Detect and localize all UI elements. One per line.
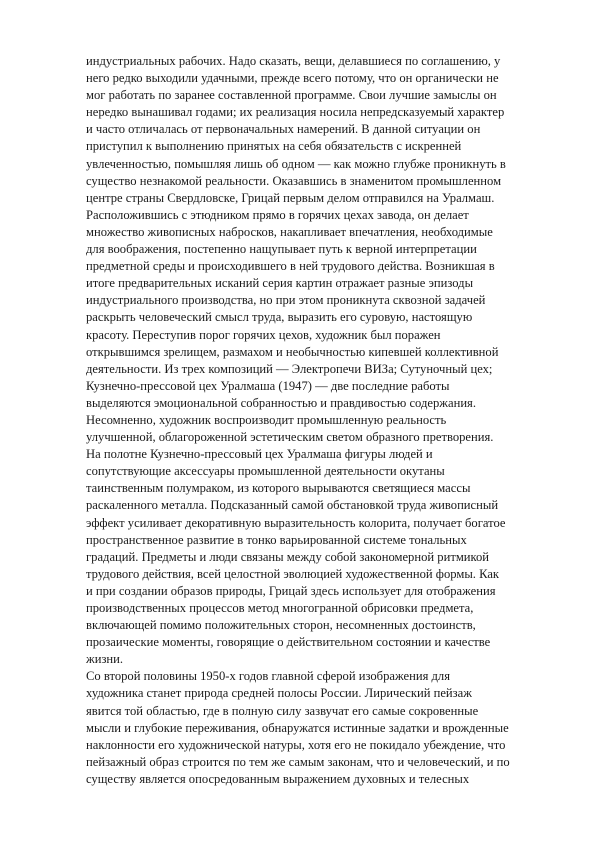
- text-line: включающей помимо положительных сторон, несомненных достоинств,: [86, 618, 476, 633]
- text-line: производственных процессов метод многогранной обрисовки предмета,: [86, 601, 474, 615]
- text-line: итоге предварительных исканий серия картин отражает разные эпизоды: [86, 276, 474, 291]
- text-line: существу является опосредованным выражением духовных и телесных: [86, 771, 470, 786]
- text-line: выделяются эмоциональной собранностью и правдивостью содержания.: [86, 395, 476, 410]
- text-line: сопутствующие аксессуары промышленной деятельности окутаны: [86, 464, 445, 479]
- text-line: красоту. Переступив порог горячих цехов, художник был поражен: [86, 327, 441, 342]
- text-line: деятельности. Из трех композиций — Электропечи ВИЗа; Сутуночный цех;: [86, 361, 493, 376]
- text-line: существо незнакомой реальности. Оказавшись в знаменитом промышленном: [86, 173, 502, 188]
- text-line: эффект усиливает декоративную выразительность колорита, получает богатое: [86, 515, 506, 530]
- text-line: мог работать по заранее составленной программе. Свои лучшие замыслы он: [86, 88, 497, 103]
- text-line: него редко выходили удачными, прежде всего потому, что он органически не: [86, 71, 499, 86]
- text-line: таинственным полумраком, из которого вырываются светящиеся массы: [86, 481, 471, 496]
- text-line: наклонности его художнической натуры, хотя его не покидало убеждение, что: [86, 737, 506, 752]
- text-line: множество живописных набросков, накапливает впечатления, необходимые: [86, 224, 493, 239]
- text-line: и часто отличалась от первоначальных намерений. В данной ситуации он: [86, 122, 481, 137]
- text-line: мысли и глубокие переживания, обнаружатся истинные задатки и врожденные: [86, 720, 509, 735]
- text-line: градаций. Предметы и люди связаны между собой закономерной ритмикой: [86, 549, 490, 564]
- text-line: Расположившись с этюдником прямо в горячих цехах завода, он делает: [86, 207, 469, 222]
- text-line: индустриального производства, но при этом проникнута сквозной задачей: [86, 293, 486, 308]
- text-line: Несомненно, художник воспроизводит промышленную реальность: [86, 412, 447, 427]
- text-line: явится той областью, где в полную силу зазвучат его самые сокровенные: [86, 703, 479, 718]
- text-line: пейзажный образ строится по тем же самым законам, что и человеческий, и по: [86, 754, 510, 769]
- body-text: [86, 53, 556, 788]
- text-line: раскрыть человеческий смысл труда, выразить его суровую, настоящую: [86, 310, 473, 325]
- text-line: для воображения, постепенно нащупывает путь к верной интерпретации: [86, 242, 477, 257]
- text-line: На полотне Кузнечно-прессовый цех Уралмаша фигуры людей и: [86, 447, 433, 462]
- text-line: приступил к выполнению принятых на себя обязательств с искренней: [86, 139, 462, 154]
- text-line: увлеченностью, помышляя лишь об одном — как можно глубже проникнуть в: [86, 156, 506, 171]
- text-line: центре страны Свердловске, Грицай первым делом отправился на Уралмаш.: [86, 190, 495, 205]
- text-line: трудового действия, всей целостной эволюцией художественной формы. Как: [86, 566, 500, 581]
- text-line: и при создании образов природы, Грицай здесь использует для отображения: [86, 583, 496, 598]
- text-line: индустриальных рабочих. Надо сказать, вещи, делавшиеся по соглашению, у: [86, 54, 501, 68]
- text-line: жизни.: [86, 652, 124, 667]
- text-line: Кузнечно-прессовой цех Уралмаша (1947) — две последние работы: [86, 378, 450, 393]
- text-line: Со второй половины 1950-х годов главной сферой изображения для: [86, 669, 451, 684]
- text-line: улучшенной, облагороженной эстетическим светом образного претворения.: [86, 430, 494, 445]
- text-line: предметной среды и происходившего в ней трудового действа. Возникшая в: [86, 259, 495, 274]
- text-line: открывшимся зрелищем, размахом и необычностью кипевшей коллективной: [86, 344, 499, 359]
- text-line: нередко вынашивал годами; их реализация носила непредсказуемый характер: [86, 105, 505, 120]
- text-line: художника станет природа средней полосы России. Лирический пейзаж: [86, 686, 472, 701]
- text-line: раскаленного металла. Подсказанный самой обстановкой труда живописный: [86, 498, 499, 513]
- text-line: пространственное развитие в тонко варьированной системе тональных: [86, 532, 467, 547]
- text-line: прозаические моменты, говорящие о действительном состоянии и качестве: [86, 635, 491, 650]
